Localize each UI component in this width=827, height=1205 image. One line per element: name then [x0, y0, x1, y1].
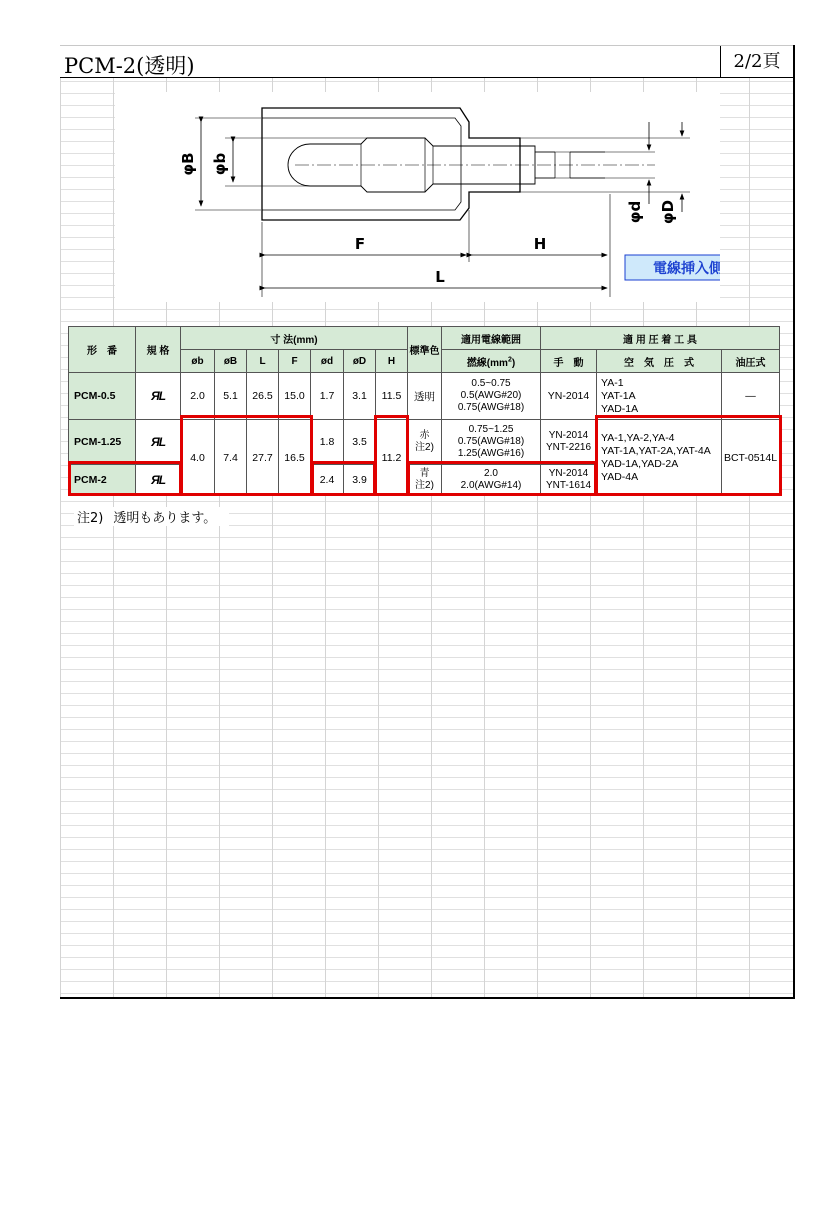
cell-F: 15.0 [279, 373, 311, 420]
label-phiD: φD [659, 199, 677, 225]
cell-H: 11.5 [376, 373, 408, 420]
page-number: 2/2頁 [720, 46, 793, 77]
cell-od: 1.7 [311, 373, 344, 420]
cell-od: 2.4 [311, 465, 344, 496]
cell-od: 1.8 [311, 420, 344, 465]
cell-oD: 3.1 [344, 373, 376, 420]
title-bar [60, 45, 793, 78]
terminal-drawing-svg [115, 92, 720, 302]
cell-pneumatic: YA-1 YAT-1A YAD-1A [597, 373, 722, 420]
page-title: PCM-2(透明) [64, 54, 195, 78]
cell-color: 透明 [408, 373, 442, 420]
footnote [74, 507, 229, 526]
hd-manual: 手 動 [541, 350, 597, 373]
cell-oD: 3.5 [344, 420, 376, 465]
ul-mark: ЯL [136, 373, 181, 420]
cell-ob: 2.0 [181, 373, 215, 420]
insert-side-label: 電線挿入側 [653, 261, 720, 277]
spec-table-wrap [68, 326, 780, 496]
hd-H: H [376, 350, 408, 373]
hd-color: 標準色 [408, 327, 442, 373]
label-phid: φd [626, 200, 644, 224]
ul-mark: ЯL [136, 465, 181, 496]
outer-sleeve [262, 108, 520, 220]
label-L: L [435, 268, 445, 286]
table-header-row-1 [69, 327, 780, 350]
model-cell: PCM-2 [69, 465, 136, 496]
cell-wire: 0.75~1.25 0.75(AWG#18) 1.25(AWG#16) [442, 420, 541, 465]
hd-F: F [279, 350, 311, 373]
hd-L: L [247, 350, 279, 373]
label-phiB: φB [179, 152, 197, 176]
label-F: F [354, 235, 366, 253]
hd-oD: øD [344, 350, 376, 373]
cell-H: 11.2 [376, 420, 408, 496]
terminal-drawing [115, 92, 720, 302]
model-cell: PCM-0.5 [69, 373, 136, 420]
cell-manual: YN-2014 YNT-2216 [541, 420, 597, 465]
cell-oB: 5.1 [215, 373, 247, 420]
cell-hydraulic: BCT-0514L [722, 420, 780, 496]
hd-od: ød [311, 350, 344, 373]
cell-hydraulic: — [722, 373, 780, 420]
footnote-text: 透明もあります。 [113, 511, 217, 526]
cell-pneumatic: YA-1,YA-2,YA-4 YAT-1A,YAT-2A,YAT-4A YAD-1A,YAD-2A YAD-4A [597, 420, 722, 496]
cell-ob: 4.0 [181, 420, 215, 496]
hd-model: 形 番 [69, 327, 136, 373]
spec-table [68, 326, 780, 496]
cell-L: 27.7 [247, 420, 279, 496]
hd-ob: øb [181, 350, 215, 373]
hd-dims: 寸 法(mm) [181, 327, 408, 350]
cell-F: 16.5 [279, 420, 311, 496]
ul-mark: ЯL [136, 420, 181, 465]
hd-wire-sub: 撚線$(mm^2)$ [442, 350, 541, 373]
hd-hydraulic: 油圧式 [722, 350, 780, 373]
cell-oB: 7.4 [215, 420, 247, 496]
cell-manual: YN-2014 YNT-1614 [541, 465, 597, 496]
hd-wire-range: 適用電線範囲 [442, 327, 541, 350]
cell-oD: 3.9 [344, 465, 376, 496]
cell-color: 赤 注2) [408, 420, 442, 465]
cell-color: 青 注2) [408, 465, 442, 496]
model-cell: PCM-1.25 [69, 420, 136, 465]
footnote-label: 注2) [77, 511, 104, 526]
cell-wire: 2.0 2.0(AWG#14) [442, 465, 541, 496]
hd-oB: øB [215, 350, 247, 373]
table-row [69, 420, 780, 465]
hd-tools: 適 用 圧 着 工 具 [541, 327, 780, 350]
label-H: H [533, 235, 547, 253]
cell-L: 26.5 [247, 373, 279, 420]
hd-spec: 規 格 [136, 327, 181, 373]
hd-pneumatic: 空 気 圧 式 [597, 350, 722, 373]
cell-wire: 0.5~0.75 0.5(AWG#20) 0.75(AWG#18) [442, 373, 541, 420]
table-row [69, 373, 780, 420]
cell-manual: YN-2014 [541, 373, 597, 420]
label-phib: φb [211, 152, 229, 176]
